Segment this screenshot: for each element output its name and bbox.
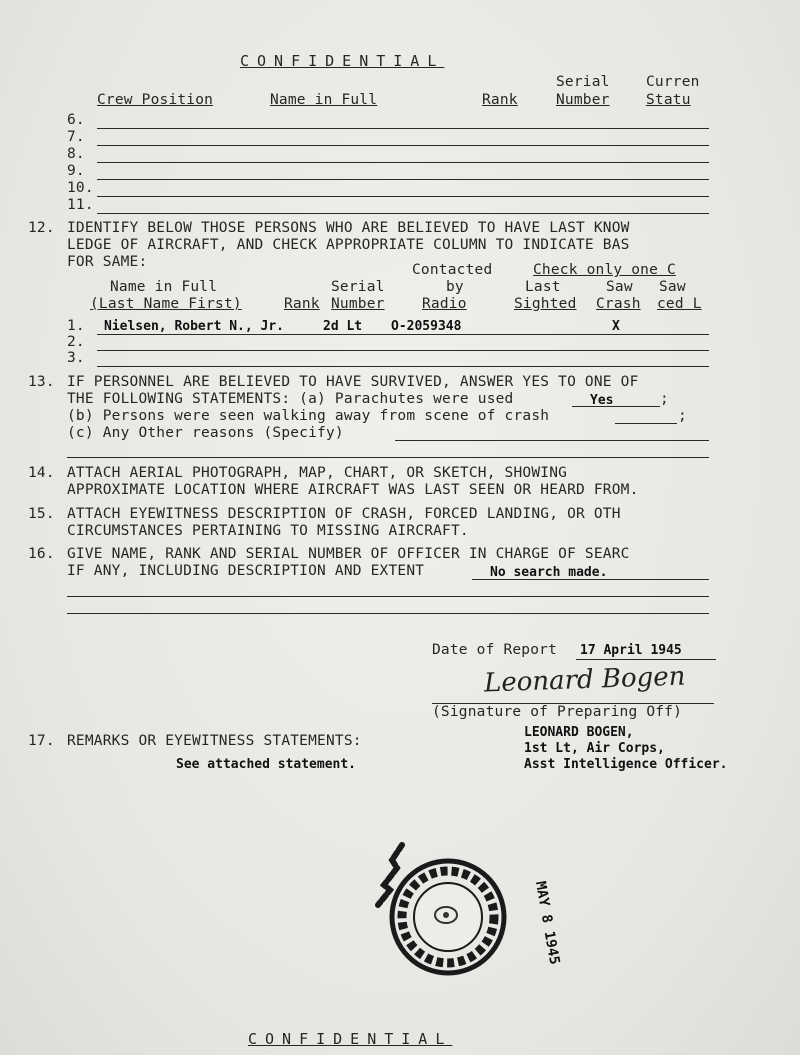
crew-row-number: 11. [67, 197, 94, 213]
officer-name: LEONARD BOGEN, [524, 725, 634, 740]
report-date-value: 17 April 1945 [580, 643, 682, 658]
crew-row-line [97, 145, 709, 146]
witness-row-number: 1. [67, 318, 85, 334]
col-number: Number [331, 296, 385, 312]
crew-row-number: 9. [67, 163, 85, 179]
item14-line2: APPROXIMATE LOCATION WHERE AIRCRAFT WAS LAST SEEN OR HEARD FROM. [67, 482, 639, 498]
col-name-in-full: Name in Full [270, 92, 378, 108]
col-sighted: Sighted [514, 296, 577, 312]
col-radio: Radio [422, 296, 467, 312]
item13-line1: IF PERSONNEL ARE BELIEVED TO HAVE SURVIVED, ANSWER YES TO ONE OF [67, 374, 639, 390]
witness-rank: 2d Lt [323, 319, 363, 334]
item13a-semicolon: ; [660, 391, 669, 407]
item12-line2: LEDGE OF AIRCRAFT, AND CHECK APPROPRIATE COLUMN TO INDICATE BAS [67, 237, 630, 253]
signature-caption: (Signature of Preparing Off) [432, 704, 683, 720]
col-serial-top: Serial [556, 74, 610, 90]
item12-line3: FOR SAME: [67, 254, 148, 270]
item14-number: 14. [28, 465, 55, 481]
item13c-answer-line [395, 440, 709, 441]
col-saw2: Saw [659, 279, 686, 295]
officer-rank: 1st Lt, Air Corps, [524, 741, 665, 756]
item13-line2: THE FOLLOWING STATEMENTS: (a) Parachutes were used [67, 391, 514, 407]
item14-line1: ATTACH AERIAL PHOTOGRAPH, MAP, CHART, OR SKETCH, SHOWING [67, 465, 568, 481]
crew-row-number: 8. [67, 146, 85, 162]
item16-answer-line [472, 579, 709, 580]
classification-footer: CONFIDENTIAL [248, 1030, 453, 1048]
witness-row-line [97, 350, 709, 351]
item13b-semicolon: ; [678, 408, 687, 424]
col-crew-position: Crew Position [97, 92, 214, 108]
item17-label: REMARKS OR EYEWITNESS STATEMENTS: [67, 733, 362, 749]
item16-extra-line [67, 613, 709, 614]
officer-title: Asst Intelligence Officer. [524, 757, 728, 772]
witness-saw-crash-mark: X [612, 319, 620, 334]
col-last: Last [525, 279, 561, 295]
report-date-label: Date of Report [432, 642, 558, 658]
item16-line1: GIVE NAME, RANK AND SERIAL NUMBER OF OFFICER IN CHARGE OF SEARC [67, 546, 630, 562]
crew-row-number: 6. [67, 112, 85, 128]
item13a-answer-line [572, 406, 660, 407]
witness-row-line [97, 334, 709, 335]
item15-line2: CIRCUMSTANCES PERTAINING TO MISSING AIRCRAFT. [67, 523, 469, 539]
crew-row-line [97, 179, 709, 180]
crew-row-number: 7. [67, 129, 85, 145]
signature: Leonard Bogen [483, 661, 686, 699]
stamp-fragment-icon [372, 840, 412, 910]
item12-number: 12. [28, 220, 55, 236]
received-date-stamp: MAY 8 1945 [531, 880, 563, 966]
col-name-full: Name in Full [110, 279, 218, 295]
item15-number: 15. [28, 506, 55, 522]
item13b-answer-line [615, 423, 677, 424]
item17-number: 17. [28, 733, 55, 749]
col-contacted: Contacted [412, 262, 493, 278]
item12-line1: IDENTIFY BELOW THOSE PERSONS WHO ARE BELIEVED TO HAVE LAST KNOW [67, 220, 630, 236]
crew-row-number: 10. [67, 180, 94, 196]
item16-answer: No search made. [490, 565, 608, 580]
col-rank2: Rank [284, 296, 320, 312]
item15-line1: ATTACH EYEWITNESS DESCRIPTION OF CRASH, FORCED LANDING, OR OTH [67, 506, 621, 522]
witness-row-number: 3. [67, 350, 85, 366]
col-ced: ced L [657, 296, 702, 312]
crew-row-line [97, 196, 709, 197]
item13-extra-line [67, 457, 709, 458]
witness-name: Nielsen, Robert N., Jr. [104, 319, 285, 334]
col-current-top: Curren [646, 74, 700, 90]
crew-row-line [97, 213, 709, 214]
col-last-name-first: (Last Name First) [90, 296, 242, 312]
col-saw: Saw [606, 279, 633, 295]
classification-header: CONFIDENTIAL [240, 52, 445, 70]
item13-line4: (c) Any Other reasons (Specify) [67, 425, 344, 441]
col-by: by [446, 279, 464, 295]
item16-number: 16. [28, 546, 55, 562]
col-check-only-one: Check only one C [533, 262, 676, 278]
col-rank: Rank [482, 92, 518, 108]
witness-row-line [97, 366, 709, 367]
witness-row-number: 2. [67, 334, 85, 350]
col-current-bottom: Statu [646, 92, 691, 108]
item16-extra-line [67, 596, 709, 597]
col-crash: Crash [596, 296, 641, 312]
item13a-answer: Yes [590, 393, 614, 408]
col-serial: Serial [331, 279, 385, 295]
crew-row-line [97, 162, 709, 163]
item13-number: 13. [28, 374, 55, 390]
item16-line2: IF ANY, INCLUDING DESCRIPTION AND EXTENT [67, 563, 425, 579]
item13-line3: (b) Persons were seen walking away from scene of crash [67, 408, 550, 424]
witness-serial: O-2059348 [391, 319, 462, 334]
item17-answer: See attached statement. [176, 757, 357, 772]
col-serial-bottom: Number [556, 92, 610, 108]
report-date-line [576, 659, 716, 660]
crew-row-line [97, 128, 709, 129]
